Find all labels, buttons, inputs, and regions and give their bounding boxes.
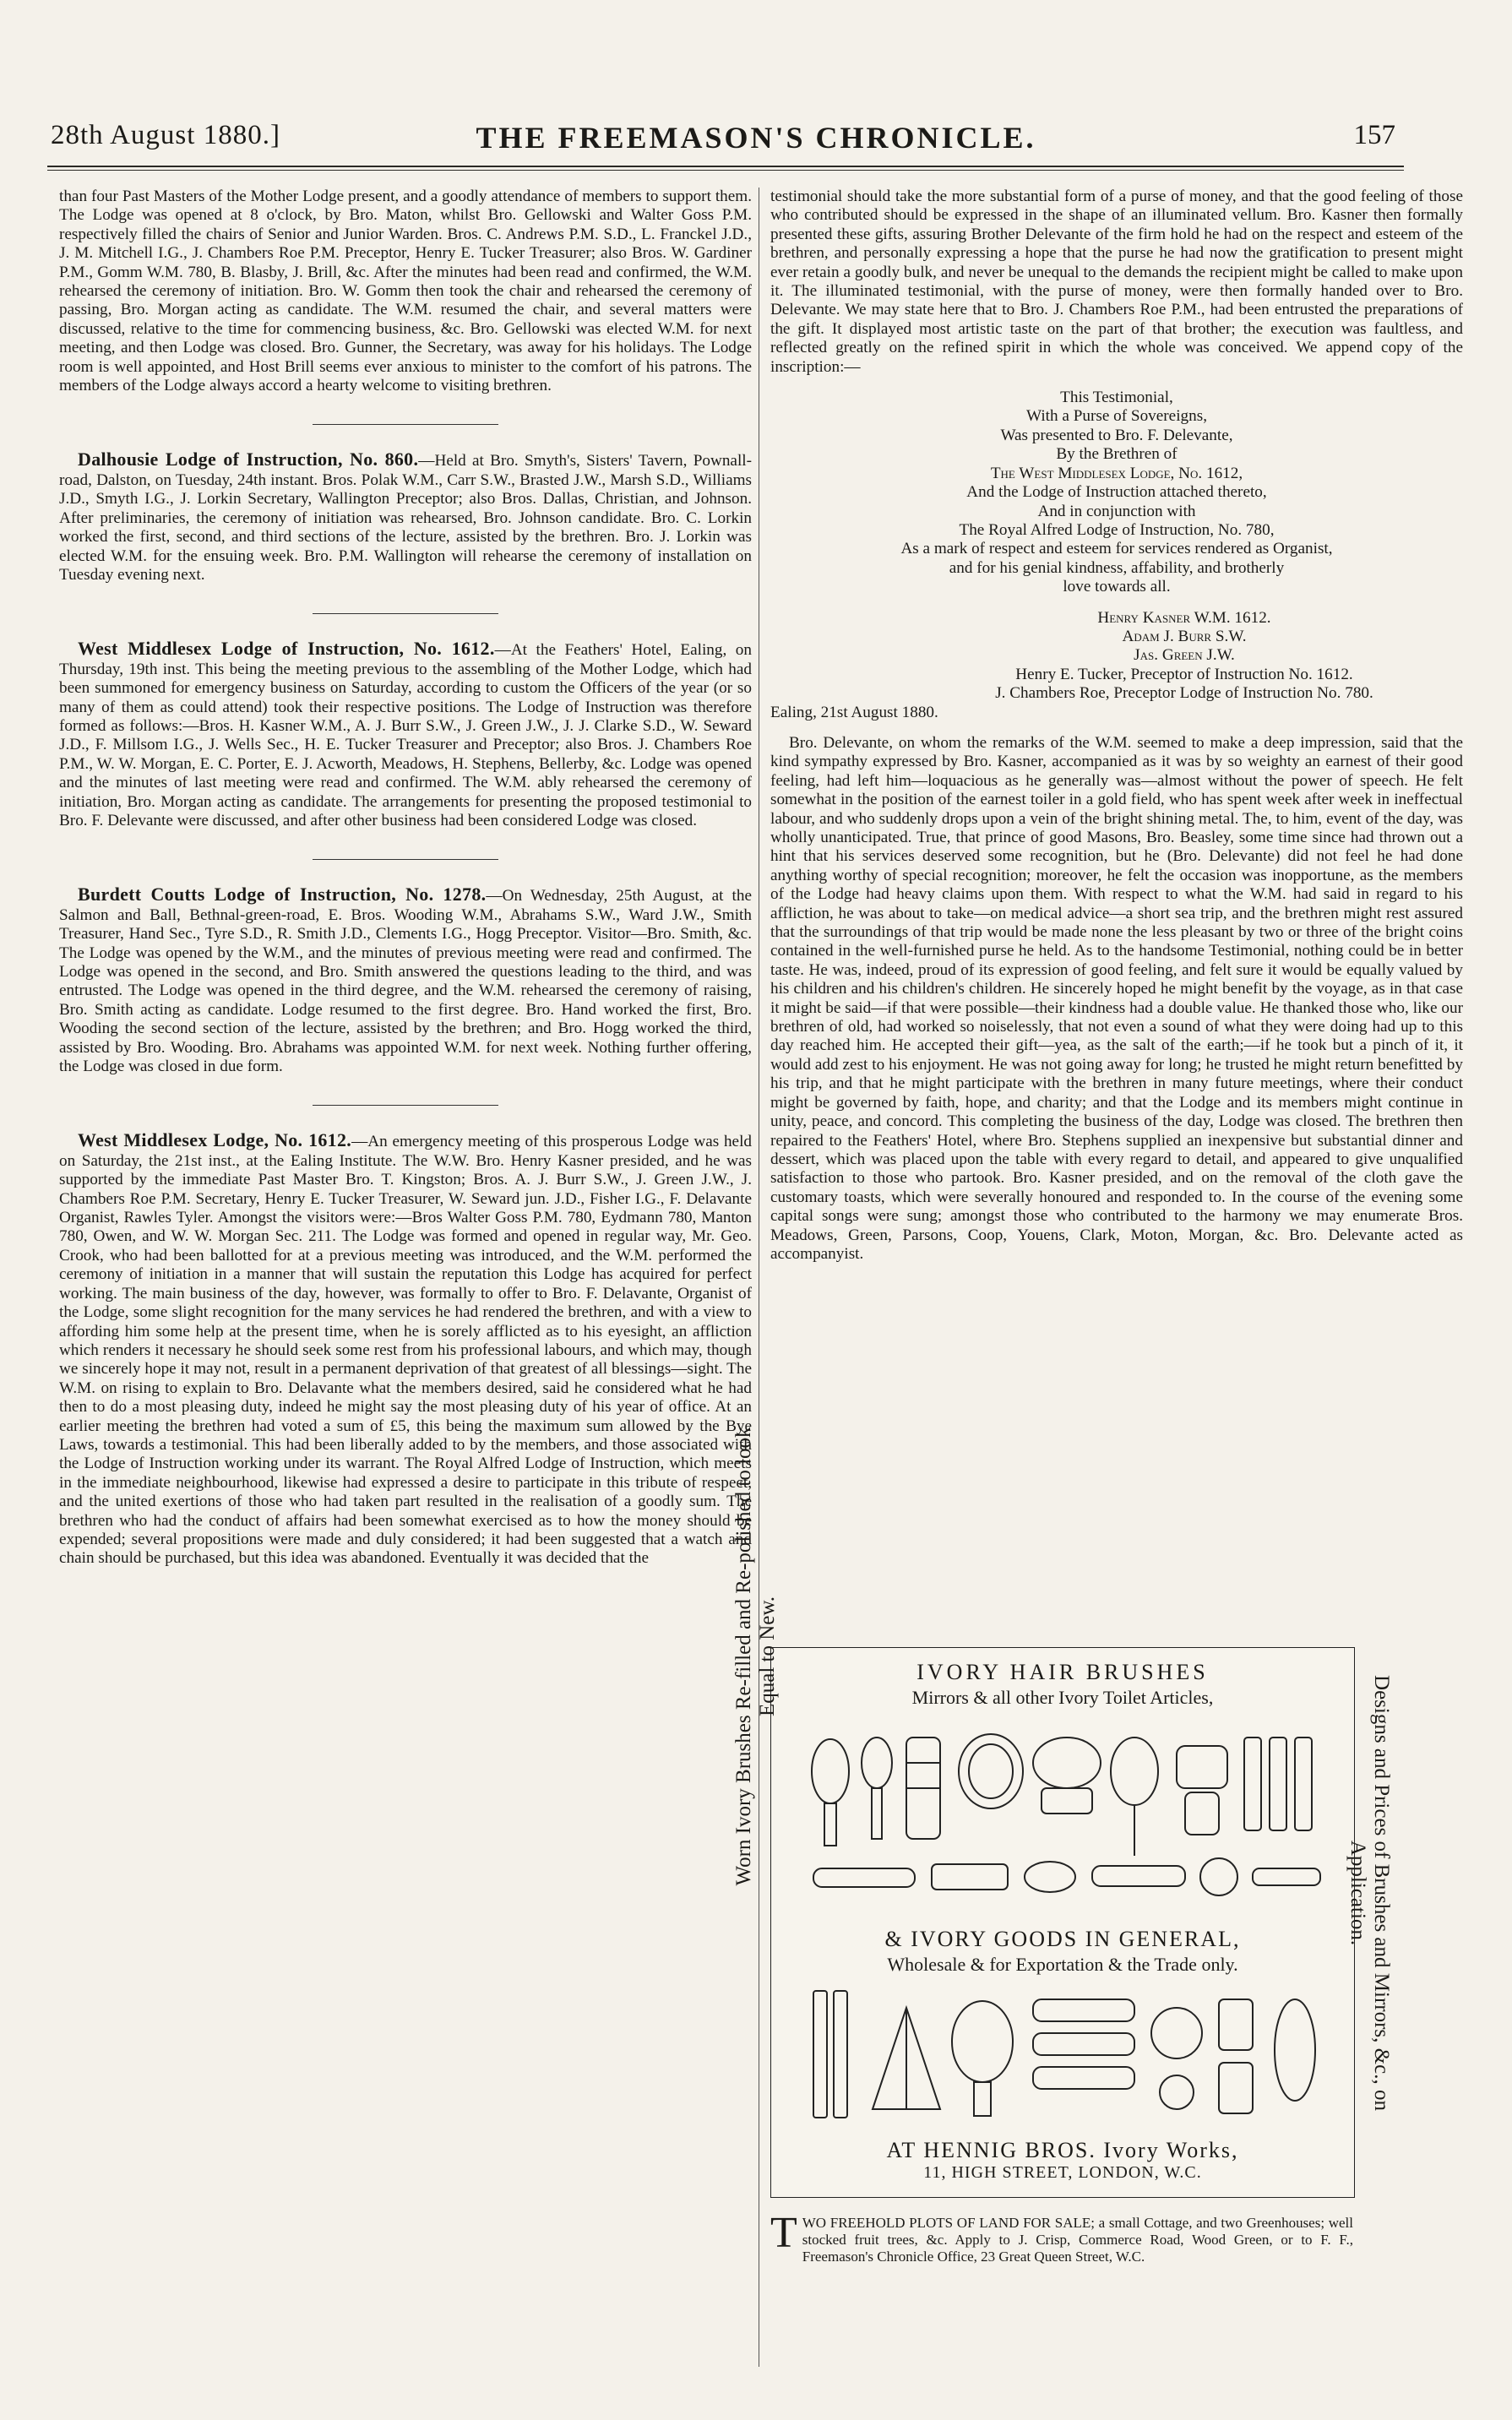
inscription-line: Was presented to Bro. F. Delevante, [1000, 426, 1233, 444]
article-body: —On Wednesday, 25th August, at the Salmon and Ball, Bethnal-green-road, E. Bros. Wooding W.M., Abrahams S.W., Ward J.W., Smith Treasurer, Hand Sec., Tyre S.D., R. Smith J.D., Clements I.G., Hogg Preceptor. Visitor—Bro. Smith, &c. The Lodge was opened by the W.M., and the minutes of previous meeting were read and confirmed. The Lodge was opened in the second, and Bro. Smith answered the questions leading to the third, and was entrusted. The Lodge was opened in the third degree, and the W.M. rehearsed the ceremony of raising, Bro. Smith acting as candidate. Lodge resumed to the first degree. Bro. Hand worked the first, Bro. Wooding the second section of the lecture, assisted by the brethren; and Bro. Hogg worked the third, assisted by Bro. Wooding. Bro. Abrahams was appointed W.M. for next week. Nothing further offering, the Lodge was closed in due form. [59, 887, 752, 1076]
signature-line: J. Chambers Roe, Preceptor Lodge of Instruction No. 780. [995, 684, 1373, 703]
right-column [770, 188, 1463, 1264]
ivory-brushes-advert [732, 1427, 1393, 2198]
signature-line: Henry Kasner W.M. 1612. [1097, 608, 1271, 627]
article-separator [313, 613, 498, 614]
signature-line: Jas. Green J.W. [1134, 646, 1235, 665]
inscription-line: The Royal Alfred Lodge of Instruction, No. 780, [959, 520, 1275, 539]
inscription-line: With a Purse of Sovereigns, [1026, 407, 1207, 426]
advert-maker: AT HENNIG BROS. Ivory Works, [886, 2138, 1239, 2162]
advert-subheading: Wholesale & for Exportation & the Trade only. [887, 1954, 1238, 1975]
masthead [0, 0, 1512, 177]
article-west-middlesex-instruction [59, 639, 752, 830]
advert-side-text-left: Worn Ivory Brushes Re-filled and Re-polished to look Equal to New. [732, 1427, 779, 1886]
article-separator [313, 1105, 498, 1106]
article-body: —Held at Bro. Smyth's, Sisters' Tavern, Pownall-road, Dalston, on Tuesday, 24th instant. Bros. Polak W.M., Carr S.W., Brasted J.W., Marsh S.D., Williams J.D., Smyth I.G., J. Lorkin Secretary, Wallington Preceptor; also Bros. Dallas, Christian, and Johnson. After preliminaries, the ceremony of initiation was rehearsed, Bro. Johnson candidate. Bro. C. Lorkin worked the first, second, and third sections of the lecture, assisted by the brethren. Bro. J. Lorkin was elected W.M. for the ensuing week. Bro. P.M. Wallington will rehearse the ceremony of installation on Tuesday evening next. [59, 452, 752, 584]
advert-address: 11, HIGH STREET, LONDON, W.C. [923, 2163, 1202, 2182]
left-column [59, 188, 752, 1569]
signature-line: Henry E. Tucker, Preceptor of Instruction No. 1612. [1015, 665, 1353, 683]
inscription-line: And the Lodge of Instruction attached thereto, [966, 483, 1267, 502]
header-rule-thin [47, 170, 1404, 171]
advert-side-text-right: Designs and Prices of Brushes and Mirrors, &c., on Application. [1346, 1675, 1393, 2111]
article-body: —At the Feathers' Hotel, Ealing, on Thursday, 19th inst. This being the meeting previous to the assembling of the Mother Lodge, which had been summoned for emergency business on Saturday, according to custom the Officers of the year (or so many of them as could attend) took their respective positions. The Lodge of Instruction was therefore formed as follows:—Bros. H. Kasner W.M., A. J. Burr S.W., J. Green J.W., J. J. Clarke S.D., W. Seward J.D., F. Millsom I.G., J. Wells Sec., H. E. Tucker Treasurer and Preceptor; also Bros. J. Chambers Roe P.M., W. W. Morgan, E. C. Porter, E. J. Acworth, Meadows, H. Stephens, Bellerby, &c. Lodge was opened and the minutes of last meeting were read and confirmed. The W.M. ably rehearsed the ceremony of initiation, Bro. Morgan acting as candidate. The arrangements for presenting the proposed testimonial to Bro. F. Delevante were discussed, and after other business had been considered Lodge was closed. [59, 641, 752, 829]
signature-line: Adam J. Burr S.W. [1122, 627, 1247, 645]
land-for-sale-notice [770, 2209, 1353, 2265]
article-separator [313, 424, 498, 425]
inscription-line: And in conjunction with [1037, 502, 1196, 520]
article-continuation: than four Past Masters of the Mother Lodge present, and a goodly attendance of members to support them. The Lodge was opened at 8 o'clock, by Bro. Maton, whilst Bro. Gellowski and Walter Goss P.M. respectively filled the chairs of Senior and Junior Warden. Bros. C. Andrews P.M. S.D., L. Franckel J.D., J. M. Mitchell I.G., J. Chambers Roe P.M. Preceptor, Henry E. Tucker Treasurer; also Bros. W. Gardiner P.M., Gomm W.M. 780, B. Blasby, J. Brill, &c. After the minutes had been read and confirmed, the W.M. rehearsed the ceremony of initiation. Bro. W. Gomm then took the chair and rehearsed the ceremony of passing, Bro. Morgan acting as candidate. The W.M. resumed the chair, and several matters were discussed, relative to the time for commencing business, &c. Bro. Gellowski was elected W.M. for next meeting, and then Lodge was closed. Bro. Gunner, the Secretary, was away for his holidays. The Lodge room is well appointed, and Host Brill seems ever anxious to minister to the comfort of his patrons. The members of the Lodge always accord a hearty welcome to visiting brethren. [59, 188, 752, 395]
inscription-line: As a mark of respect and esteem for services rendered as Organist, [900, 540, 1333, 558]
article-west-middlesex-lodge [59, 1131, 752, 1568]
dateline: Ealing, 21st August 1880. [770, 703, 938, 721]
inscription-line: The West Middlesex Lodge, No. 1612, [990, 464, 1243, 482]
notice-text: WO FREEHOLD PLOTS OF LAND FOR SALE; a small Cottage, and two Greenhouses; well stocked fruit trees, &c. Apply to J. Crisp, Commerce Road, Wood Green, or to F. F., Freemason's Chronicle Office, 23 Great Queen Street, W.C. [802, 2215, 1353, 2265]
article-heading: Dalhousie Lodge of Instruction, No. 860. [78, 449, 419, 470]
inscription-line: love towards all. [1063, 578, 1171, 596]
drop-cap: T [770, 2209, 797, 2257]
article-continuation: testimonial should take the more substantial form of a purse of money, and that the good feeling of those who contributed should be expressed in the shape of an illuminated vellum. Bro. Kasner then formally presented these gifts, assuring Brother Delevante of the firm hold he had on the respect and esteem of the brethren, and personally expressing a hope that the purse he had now the gratification to present might ever retain a goodly bulk, and never be unequal to the demands the recipient might be called to make upon it. The illuminated testimonial, with the purse of money, were then formally handed over to Bro. Delevante. We may state here that to Bro. J. Chambers Roe P.M., had been entrusted the preparations of the gift. It displayed most artistic taste on the part of that brother; the execution was faultless, and reflected greatly on the refined spirit in which the whole was conceived. We append copy of the inscription:— [770, 188, 1463, 376]
article-separator [313, 859, 498, 860]
article-heading: Burdett Coutts Lodge of Instruction, No. 1278. [78, 884, 487, 905]
page-number: 157 [1353, 120, 1395, 150]
inscription-line: This Testimonial, [1060, 389, 1173, 407]
article-body: —An emergency meeting of this prosperous Lodge was held on Saturday, the 21st inst., at the Ealing Institute. The W.W. Bro. Henry Kasner presided, and he was supported by the immediate Past Master Bro. T. Kingston; Bros. A. J. Burr S.W., J. Green J.W., J. Chambers Roe P.M. Secretary, Henry E. Tucker Treasurer, W. Seward jun. J.D., Fisher I.G., F. Delavante Organist, Rawles Tyler. Amongst the visitors were:—Bros Walter Goss P.M. 780, Eydmann 780, Manton 780, Owen, and W. W. Morgan Sec. 211. The Lodge was formed and opened in regular way, Mr. Geo. Crook, who had been ballotted for at a previous meeting was introduced, and the W.M. performed the ceremony of initiation in a manner that will sustain the reputation this Lodge has acquired for perfect working. The main business of the day, however, was formally to offer to Bro. F. Delavante, Organist of the Lodge, some slight recognition for the many services he had rendered the brethren, and with a view to affording him some help at the present time, when he is sorely afflicted as to his eyesight, an affliction which renders it necessary he should seek some rest from his professional labours, and which may, though we sincerely hope it may not, result in a permanent deprivation of that greatest of all blessings—sight. The W.M. on rising to explain to Bro. Delavante what the members desired, said he considered what he had then to do a most pleasing duty, indeed he might say the most pleasing duty of his year of office. At an earlier meeting the brethren had voted a sum of £5, this being the maximum sum allowed by the Bye Laws, towards a testimonial. This had been liberally added to by the members, and those associated with the Lodge of Instruction working under its warrant. The Royal Alfred Lodge of Instruction, which meets in the immediate neighbourhood, likewise had expressed a desire to participate in this tribute of respect, and the united exertions of those who had taken part resulted in the realisation of a goodly sum. The brethren who had the conduct of affairs had been somewhat exercised as to how the money should be expended; several propositions were made and duly considered; it had been suggested that a watch and chain should be purchased, but this idea was abandoned. Eventually it was decided that the [59, 1133, 752, 1568]
brushes-illustration [797, 1712, 1329, 1915]
article-heading: West Middlesex Lodge of Instruction, No. 1612. [78, 638, 495, 660]
issue-date: 28th August 1880.] [51, 120, 280, 150]
header-rule [47, 166, 1404, 167]
article-heading: West Middlesex Lodge, No. 1612. [78, 1129, 352, 1151]
ivory-goods-illustration [797, 1982, 1329, 2131]
article-body: Bro. Delevante, on whom the remarks of the W.M. seemed to make a deep impression, said that the kind sympathy expressed by Bro. Kasner, accompanied as it was by so weighty an earnest of their good feeling, had left him—loquacious as he generally was—almost without the power of speech. He felt somewhat in the position of the earnest toiler in a gold field, who has spent week after week in ineffectual labour, and who suddenly drops upon a vein of the bright shining metal. The, to him, event of the day, was wholly unanticipated. True, that prince of good Masons, Bro. Beasley, some time since had thrown out a hint that his services deserved some recognition, but he (Bro. Delevante) did not feel he had done anything worthy of special recognition; moreover, he felt the occasion was inopportune, as the members of the Lodge had heavy claims upon them. With respect to what the W.M. had said in regard to his affliction, he was about to take—on medical advice—a short sea trip, and the brethren might rest assured that the surroundings of that trip would be made none the less pleasant by two or three of the bright coins contained in the well-furnished purse he held. As to the handsome Testimonial, nothing could be in better taste. He was, indeed, proud of its expression of good feeling, and felt sure it would be equally valued by his children and his children's children. He sincerely hoped he might benefit by the voyage, as in that case it might be said—if that were possible—their kindness had a double value. He thanked those who, like our brethren of old, had worked so noiselessly, that not even a sound of what they were doing had up to this day reached him. He accepted their gift—yea, as the salt of the earth;—if he took but a pinch of it, it would add zest to his enjoyment. He was not going away for long; he trusted he might return benefitted by his trip, and that he might participate with the brethren in many future meetings, where their conduct might be governed by faith, hope, and charity; and that the Lodge and its members might continue in unity, peace, and concord. This completing the business of the day, Lodge was closed. The brethren then repaired to the Feathers' Hotel, where Bro. Stephens supplied an inexpensive but substantial dinner and dessert, which was placed upon the table with every regard to detail, and appeared to give unqualified satisfaction to those who partook. Bro. Kasner presided, and on the removal of the cloth gave the customary toasts, which were severally honoured and responded to. In the course of the evening some capital songs were sung; amongst those who contributed to the harmony we may enumerate Bros. Meadows, Green, Parsons, Coop, Youens, Clark, Moton, Morgan, &c. Bro. Delevante acted as accompanyist. [770, 733, 1463, 1263]
inscription-line: By the Brethren of [1056, 445, 1178, 464]
advert-heading: & IVORY GOODS IN GENERAL, [884, 1927, 1241, 1951]
advert-subheading: Mirrors & all other Ivory Toilet Articles, [911, 1687, 1214, 1708]
article-dalhousie [59, 450, 752, 585]
inscription-line: and for his genial kindness, affability, and brotherly [949, 558, 1285, 577]
newspaper-title: THE FREEMASON'S CHRONICLE. [476, 121, 1036, 155]
article-burdett-coutts [59, 885, 752, 1076]
advert-heading: IVORY HAIR BRUSHES [916, 1660, 1209, 1684]
